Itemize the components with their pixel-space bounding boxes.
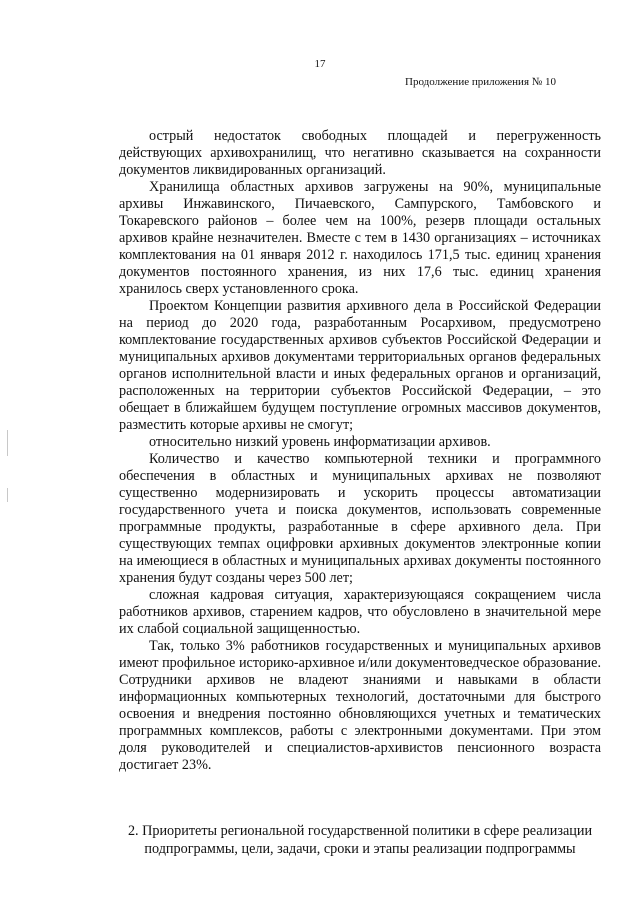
page-number: 17 xyxy=(314,58,326,70)
paragraph: Хранилища областных архивов загружены на 90%, муниципальные архивы Инжавинского, Пичаевского, Сампурского, Тамбовского и Токаревского районов – более чем на 100%, резерв площади остальных архивов крайне незначителен. Вместе с тем в 1430 организациях – источниках комплектования на 01 января 2012 г. находилось 171,5 тыс. единиц хранения документов постоянного хранения, из них 17,6 тыс. единиц хранения хранилось сверх установленного срока. xyxy=(119,179,601,297)
body-text xyxy=(119,128,601,774)
paragraph: острый недостаток свободных площадей и перегруженность действующих архивохранилищ, что негативно сказывается на сохранности документов ликвидированных организаций. xyxy=(119,128,601,178)
scan-margin-mark xyxy=(7,430,8,456)
section-heading xyxy=(100,822,620,858)
paragraph: сложная кадровая ситуация, характеризующаяся сокращением числа работников архивов, старением кадров, что обусловлено в значительной мере их слабой социальной защищенностью. xyxy=(119,587,601,637)
paragraph: Количество и качество компьютерной техники и программного обеспечения в областных и муниципальных архивах не позволяют существенно модернизировать и ускорить процессы автоматизации государственного учета и поиска документов, использовать современные программные продукты, разработанные в сфере архивного дела. При существующих темпах оцифровки архивных документов электронные копии на имеющиеся в областных и муниципальных архивах документы постоянного хранения будут созданы через 500 лет; xyxy=(119,451,601,586)
section-heading-line: подпрограммы, цели, задачи, сроки и этапы реализации подпрограммы xyxy=(144,841,576,857)
appendix-continuation-note: Продолжение приложения № 10 xyxy=(405,76,556,88)
scan-margin-mark xyxy=(7,488,8,502)
paragraph: Проектом Концепции развития архивного дела в Российской Федерации на период до 2020 года, разработанным Росархивом, предусмотрено комплектование государственных архивов субъектов Российской Федерации и муниципальных архивов документами территориальных органов федеральных органов исполнительной власти и иных федеральных органов и организаций, расположенных на территории субъектов Российской Федерации, – это обещает в ближайшем будущем поступление огромных массивов документов, разместить которые архивы не смогут; xyxy=(119,298,601,433)
section-heading-line: 2. Приоритеты региональной государственной политики в сфере реализации xyxy=(127,823,593,839)
paragraph: относительно низкий уровень информатизации архивов. xyxy=(149,434,491,450)
paragraph: Так, только 3% работников государственных и муниципальных архивов имеют профильное историко-архивное и/или документоведческое образование. Сотрудники архивов не владеют знаниями и навыками в области информационных компьютерных технологий, достаточными для быстрого освоения и внедрения постоянно обновляющихся учетных и тематических программных комплексов, работы с электронными документами. При этом доля руководителей и специалистов-архивистов пенсионного возраста достигает 23%. xyxy=(119,638,601,773)
